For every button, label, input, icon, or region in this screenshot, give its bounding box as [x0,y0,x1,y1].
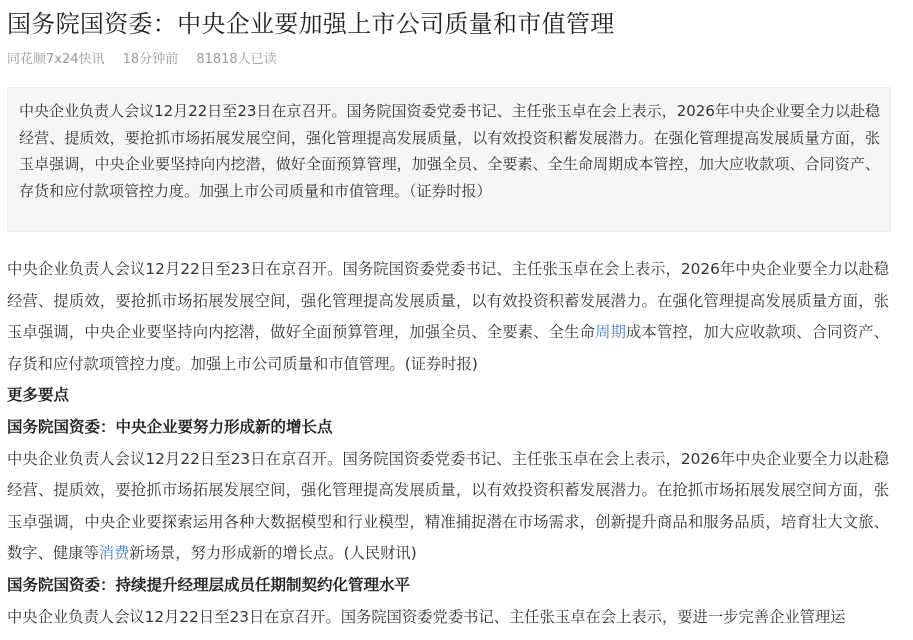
subsection-paragraph: 中央企业负责人会议12月22日至23日在京召开。国务院国资委党委书记、主任张玉卓在会上表示，要进一步完善企业管理运 [7,607,846,626]
more-points-heading: 更多要点 [7,386,70,405]
article-meta [7,48,291,67]
news-source: 同花顺7x24快讯 [7,52,105,67]
summary-text: 中央企业负责人会议12月22日至23日在京召开。国务院国资委党委书记、主任张玉卓在会上表示，2026年中央企业要全力以赴稳经营、提质效，要抢抓市场拓展发展空间，强化管理提高发展质量，以有效投资积蓄发展潜力。在强化管理提高发展质量方面，张玉卓强调，中央企业要坚持向内挖潜，做好全面预算管理，加强全员、全要素、全生命周期成本管控，加大应收款项、合同资产、存货和应付款项管控力度。加强上市公司质量和市值管理。（证券时报） [19,102,880,200]
read-count: 81818人已读 [196,52,277,67]
keyword-link-cycle[interactable]: 周期 [595,323,627,342]
article-title: 国务院国资委：中央企业要加强上市公司质量和市值管理 [7,10,615,38]
body-text: 中央企业负责人会议12月22日至23日在京召开。国务院国资委党委书记、主任张玉卓在会上表示，2026年中央企业要全力以赴稳经营、提质效，要抢抓市场拓展发展空间，强化管理提高发展质量，以有效投资积蓄发展潜力。在强化管理提高发展质量方面，张玉卓强调，中央企业要坚持向内挖潜，做好全面预算管理，加强全员、全要素、全生命 [7,260,889,342]
subsection-title: 国务院国资委：持续提升经理层成员任期制契约化管理水平 [7,575,411,594]
article-summary-box [7,87,891,232]
subsection-title: 国务院国资委：中央企业要努力形成新的增长点 [7,417,333,436]
keyword-link-consumption[interactable]: 消费 [98,544,130,563]
publish-time: 18分钟前 [122,52,179,67]
body-text: 新场景，努力形成新的增长点。(人民财讯) [129,544,417,563]
subsection-paragraph [7,444,889,570]
body-paragraph [7,254,889,380]
body-text: 成本管控，加大应收款项、合同资产、存货和应付款项管控力度。加强上市公司质量和市值管理。(证券时报) [7,323,889,373]
article-body [7,254,889,633]
body-text: 中央企业负责人会议12月22日至23日在京召开。国务院国资委党委书记、主任张玉卓在会上表示，2026年中央企业要全力以赴稳经营、提质效，要抢抓市场拓展发展空间，强化管理提高发展质量，以有效投资积蓄发展潜力。在抢抓市场拓展发展空间方面，张玉卓强调，中央企业要探索运用各种大数据模型和行业模型，精准捕捉潜在市场需求，创新提升商品和服务品质，培育壮大文旅、数字、健康等 [7,449,889,563]
